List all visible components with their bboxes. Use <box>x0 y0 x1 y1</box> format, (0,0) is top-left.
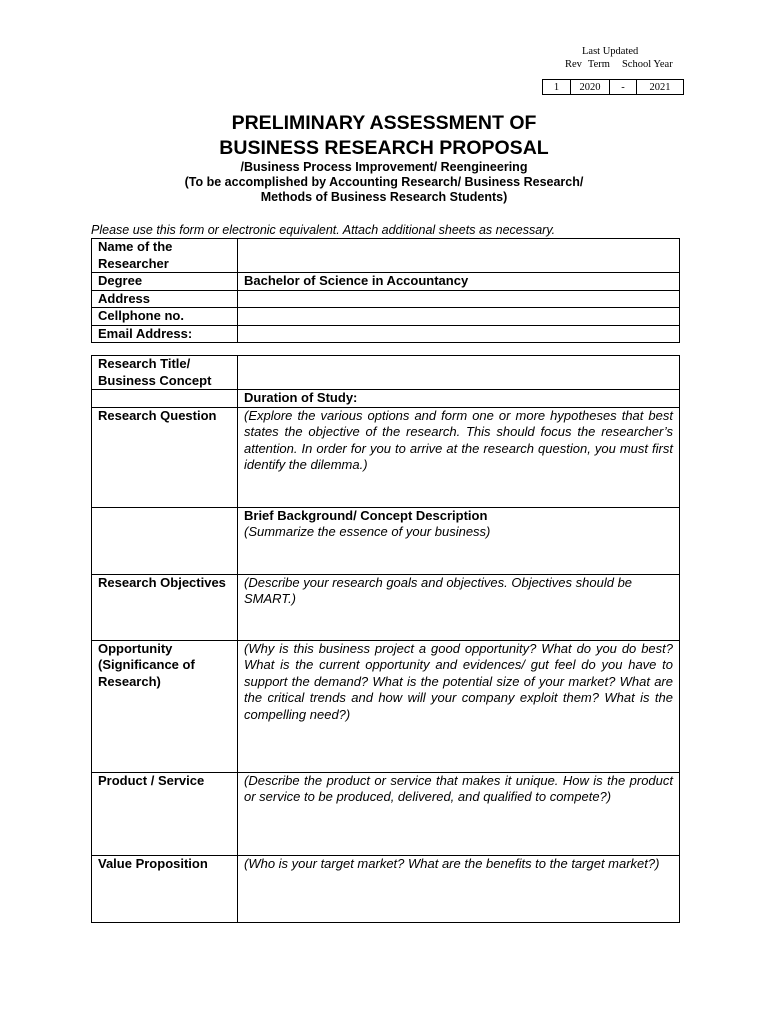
researcher-info-table <box>91 238 680 343</box>
address-label: Address <box>92 290 238 308</box>
degree-field[interactable]: Bachelor of Science in Accountancy <box>238 273 680 291</box>
revision-column-labels <box>565 59 673 70</box>
table-row <box>92 507 680 574</box>
subtitle-line-2: (To be accomplished by Accounting Research/ Business Research/ <box>184 175 584 189</box>
school-year-value: 2021 <box>637 80 684 95</box>
research-title-field[interactable] <box>238 356 680 390</box>
background-field[interactable] <box>238 507 680 574</box>
table-row <box>92 273 680 291</box>
table-row <box>92 640 680 772</box>
revision-table <box>542 79 684 95</box>
subtitle-line-1: /Business Process Improvement/ Reengineering <box>240 160 528 174</box>
value-proposition-field[interactable]: (Who is your target market? What are the benefits to the target market?) <box>238 855 680 922</box>
table-row <box>92 855 680 922</box>
background-hint: (Summarize the essence of your business) <box>244 524 491 539</box>
table-row <box>92 290 680 308</box>
rev-value: 1 <box>543 80 571 95</box>
value-proposition-label: Value Proposition <box>92 855 238 922</box>
research-question-field[interactable]: (Explore the various options and form one or more hypotheses that best states the objective of the research. This should focus the researcher’s attention. In order for you to arrive at the research question, you must first identify the dilemma.) <box>238 407 680 507</box>
background-spacer-cell <box>92 507 238 574</box>
table-row <box>92 239 680 273</box>
name-field[interactable] <box>238 239 680 273</box>
research-question-label: Research Question <box>92 407 238 507</box>
duration-label[interactable]: Duration of Study: <box>238 390 680 408</box>
term-label: Term <box>587 59 610 70</box>
rev-label: Rev <box>565 59 582 70</box>
research-objectives-label: Research Objectives <box>92 574 238 640</box>
table-row <box>92 356 680 390</box>
background-heading: Brief Background/ Concept Description <box>244 507 488 523</box>
term-value: 2020 <box>571 80 610 95</box>
cellphone-field[interactable] <box>238 308 680 326</box>
name-label: Name of the Researcher <box>92 239 238 273</box>
research-title-label: Research Title/ Business Concept <box>92 356 238 390</box>
year-separator: - <box>610 80 637 95</box>
table-row <box>92 390 680 408</box>
school-year-label: School Year <box>621 59 673 70</box>
table-row <box>92 325 680 343</box>
table-row <box>92 574 680 640</box>
product-service-field[interactable]: (Describe the product or service that makes it unique. How is the product or service to be produced, delivered, and qualified to compete?) <box>238 772 680 855</box>
opportunity-field[interactable]: (Why is this business project a good opportunity? What do you do best? What is the current opportunity and evidences/ gut feel do you have to support the demand? What is the potential size of your market? What are the critical trends and how will your company exploit them? What is the compelling need?) <box>238 640 680 772</box>
table-row <box>92 308 680 326</box>
last-updated-label: Last Updated <box>582 46 639 57</box>
proposal-table <box>91 355 680 923</box>
degree-label: Degree <box>92 273 238 291</box>
table-row <box>92 772 680 855</box>
email-label: Email Address: <box>92 325 238 343</box>
research-objectives-field[interactable]: (Describe your research goals and objectives. Objectives should be SMART.) <box>238 574 680 640</box>
subtitle-line-3: Methods of Business Research Students) <box>260 190 508 204</box>
form-instructions: Please use this form or electronic equivalent. Attach additional sheets as necessary. <box>91 223 556 237</box>
page-title-line-2: BUSINESS RESEARCH PROPOSAL <box>219 137 549 159</box>
page-title-line-1: PRELIMINARY ASSESSMENT OF <box>231 112 537 134</box>
address-field[interactable] <box>238 290 680 308</box>
opportunity-label: Opportunity (Significance of Research) <box>92 640 238 772</box>
duration-spacer-cell <box>92 390 238 408</box>
product-service-label: Product / Service <box>92 772 238 855</box>
email-field[interactable] <box>238 325 680 343</box>
cellphone-label: Cellphone no. <box>92 308 238 326</box>
table-row <box>92 407 680 507</box>
